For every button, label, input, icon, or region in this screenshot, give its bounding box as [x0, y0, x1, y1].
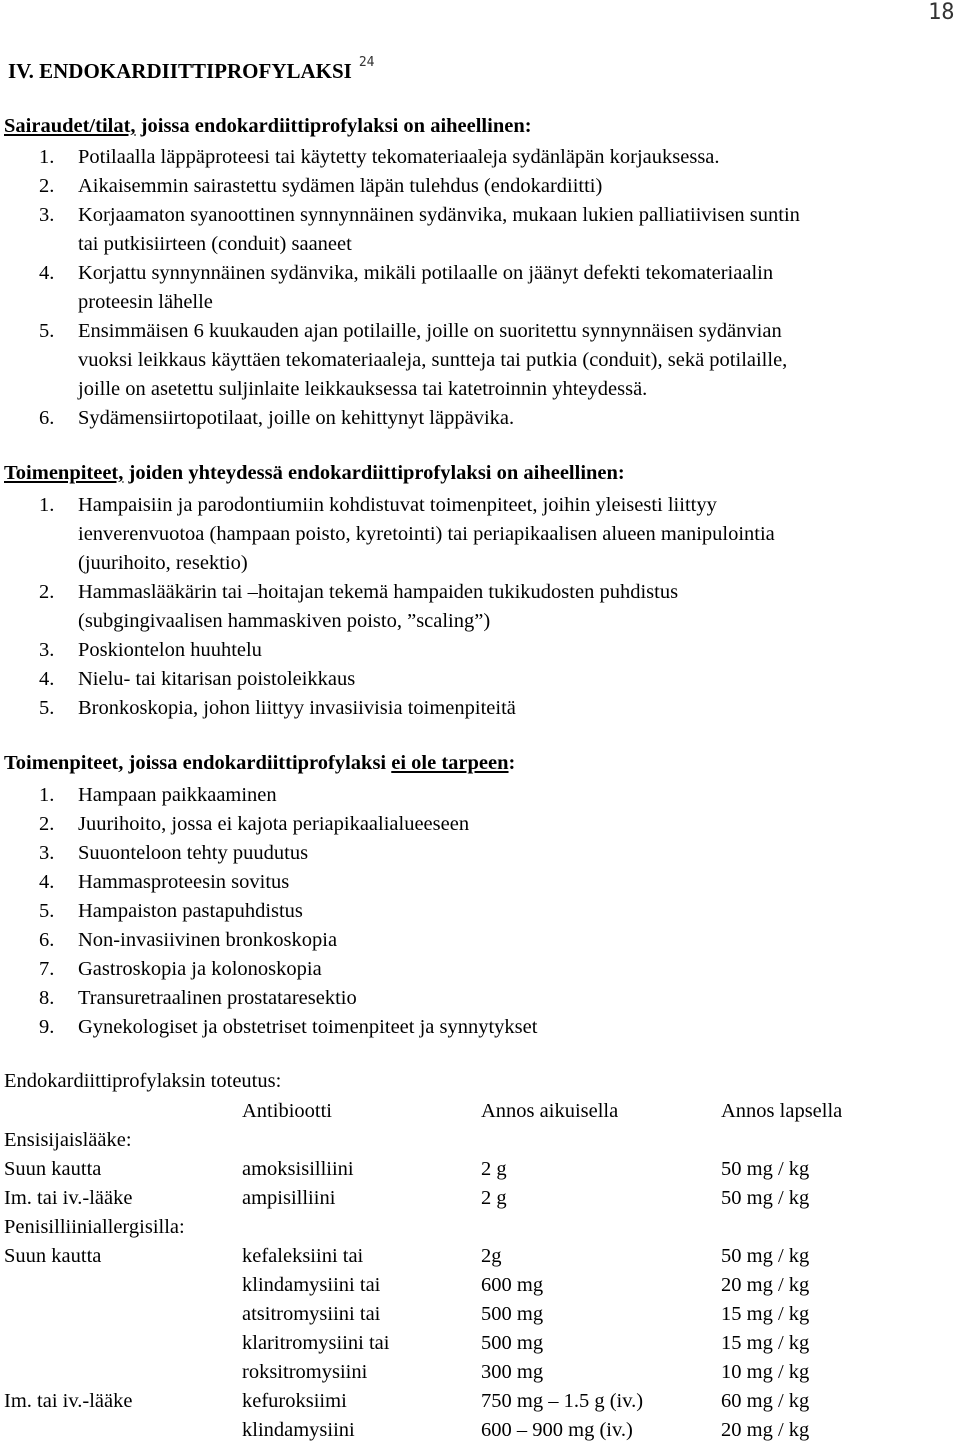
section1-heading-underlined: Sairaudet/tilat, — [4, 115, 136, 137]
list-item — [39, 636, 775, 665]
list-item-line: Nielu- tai kitarisan poistoleikkaus — [78, 668, 356, 690]
list-item — [39, 172, 800, 201]
list-item-number: 7. — [39, 958, 55, 980]
table-cell: 600 – 900 mg (iv.) — [481, 1419, 633, 1441]
table-cell: klindamysiini — [242, 1419, 355, 1441]
list-item-number: 9. — [39, 1016, 55, 1038]
table-cell: 600 mg — [481, 1274, 544, 1296]
section3-heading-underlined: ei ole tarpeen — [391, 752, 509, 774]
section3-heading — [4, 752, 515, 775]
list-item-number: 1. — [39, 784, 55, 806]
page-title — [8, 55, 375, 84]
list-item-number: 6. — [39, 407, 55, 429]
list-item — [39, 317, 800, 404]
list-item-line: Juurihoito, jossa ei kajota periapikaalialueeseen — [78, 813, 470, 835]
section2-list — [39, 491, 775, 723]
list-item — [39, 839, 537, 868]
list-item-line: joille on asetettu suljinlaite leikkauksessa tai katetroinnin yhteydessä. — [78, 378, 648, 400]
table-cell: 10 mg / kg — [721, 1361, 810, 1383]
list-item-number: 1. — [39, 494, 55, 516]
table-cell: 15 mg / kg — [721, 1303, 810, 1325]
list-item-line: Hampaiston pastapuhdistus — [78, 900, 303, 922]
table-cell: 50 mg / kg — [721, 1158, 810, 1180]
table-cell — [242, 1213, 481, 1242]
list-item — [39, 781, 537, 810]
section2-heading-underlined: Toimenpiteet, — [4, 462, 124, 484]
table-cell: 2 g — [481, 1187, 507, 1209]
list-item — [39, 1013, 537, 1042]
table-cell: amoksisilliini — [242, 1158, 354, 1180]
table-cell: kefaleksiini tai — [242, 1245, 364, 1267]
list-item — [39, 259, 800, 317]
list-item — [39, 404, 800, 433]
dosing-table — [4, 1097, 921, 1445]
section2-heading — [4, 462, 625, 485]
section1-heading-rest: joissa endokardiittiprofylaksi on aiheellinen: — [135, 115, 532, 137]
table-cell: Im. tai iv.-lääke — [4, 1187, 133, 1209]
table-row — [4, 1358, 921, 1387]
list-item-line: Gynekologiset ja obstetriset toimenpiteet ja synnytykset — [78, 1016, 538, 1038]
list-item-line: Potilaalla läppäproteesi tai käytetty tekomateriaaleja sydänläpän korjauksessa. — [78, 146, 720, 168]
table-row — [4, 1184, 921, 1213]
table-cell — [721, 1126, 921, 1155]
table-cell: Annos lapsella — [721, 1100, 843, 1122]
title-text: IV. ENDOKARDIITTIPROFYLAKSI — [8, 59, 352, 83]
table-cell: Antibiootti — [242, 1100, 332, 1122]
table-cell: 750 mg – 1.5 g (iv.) — [481, 1390, 644, 1412]
list-item-number: 2. — [39, 813, 55, 835]
list-item-number: 3. — [39, 842, 55, 864]
table-cell: 20 mg / kg — [721, 1419, 810, 1441]
page-number: 18 — [928, 0, 955, 25]
list-item-line: Transuretraalinen prostataresektio — [78, 987, 357, 1009]
list-item — [39, 984, 537, 1013]
list-item-number: 5. — [39, 320, 55, 342]
list-item-line: Hampaisiin ja parodontiumiin kohdistuvat toimenpiteet, joihin yleisesti liittyy — [78, 494, 717, 516]
table-cell: 2g — [481, 1245, 502, 1267]
table-row — [4, 1213, 921, 1242]
table-row — [4, 1155, 921, 1184]
list-item — [39, 694, 775, 723]
table-row — [4, 1387, 921, 1416]
table-row — [4, 1097, 921, 1126]
list-item-number: 6. — [39, 929, 55, 951]
list-item-number: 4. — [39, 262, 55, 284]
list-item-line: Bronkoskopia, johon liittyy invasiivisia toimenpiteitä — [78, 697, 516, 719]
table-cell: klindamysiini tai — [242, 1274, 381, 1296]
dosing-heading: Endokardiittiprofylaksin toteutus: — [4, 1070, 282, 1092]
list-item-line: Hammaslääkärin tai –hoitajan tekemä hampaiden tukikudosten puhdistus — [78, 581, 679, 603]
section3-heading-start: Toimenpiteet, joissa endokardiittiprofylaksi — [4, 752, 392, 774]
section2-heading-rest: joiden yhteydessä endokardiittiprofylaksi on aiheellinen: — [123, 462, 625, 484]
list-item-line: Suuonteloon tehty puudutus — [78, 842, 309, 864]
table-cell: roksitromysiini — [242, 1361, 368, 1383]
section3-list — [39, 781, 537, 1042]
list-item-line: vuoksi leikkaus käyttäen tekomateriaaleja, suntteja tai putkia (conduit), sekä potilaille, — [78, 349, 788, 371]
list-item — [39, 810, 537, 839]
list-item-number: 4. — [39, 668, 55, 690]
table-cell: 60 mg / kg — [721, 1390, 810, 1412]
table-cell — [242, 1126, 481, 1155]
table-cell — [481, 1126, 721, 1155]
list-item — [39, 955, 537, 984]
list-item-number: 8. — [39, 987, 55, 1009]
list-item-line: (subgingivaalisen hammaskiven poisto, ”scaling”) — [78, 610, 491, 632]
section3-heading-end: : — [508, 752, 516, 774]
table-cell: ampisilliini — [242, 1187, 336, 1209]
list-item-number: 5. — [39, 900, 55, 922]
table-cell: Suun kautta — [4, 1158, 102, 1180]
list-item — [39, 491, 775, 578]
list-item-line: Non-invasiivinen bronkoskopia — [78, 929, 338, 951]
table-cell: 2 g — [481, 1158, 507, 1180]
table-cell: 50 mg / kg — [721, 1187, 810, 1209]
table-cell — [4, 1300, 242, 1329]
table-row — [4, 1271, 921, 1300]
list-item-number: 1. — [39, 146, 55, 168]
list-item-line: Ensimmäisen 6 kuukauden ajan potilaille, joille on suoritettu synnynnäisen sydänvian — [78, 320, 782, 342]
list-item-line: Gastroskopia ja kolonoskopia — [78, 958, 322, 980]
table-cell: 20 mg / kg — [721, 1274, 810, 1296]
table-cell: Annos aikuisella — [481, 1100, 619, 1122]
list-item-number: 3. — [39, 639, 55, 661]
list-item — [39, 868, 537, 897]
table-cell: 300 mg — [481, 1361, 544, 1383]
table-cell: Im. tai iv.-lääke — [4, 1390, 133, 1412]
table-cell — [481, 1213, 721, 1242]
list-item-number: 3. — [39, 204, 55, 226]
table-cell: 15 mg / kg — [721, 1332, 810, 1354]
table-cell — [721, 1213, 921, 1242]
table-row — [4, 1242, 921, 1271]
list-item-number: 5. — [39, 697, 55, 719]
table-cell: Ensisijaislääke: — [4, 1129, 132, 1151]
table-cell: 500 mg — [481, 1303, 544, 1325]
table-cell — [4, 1097, 242, 1126]
table-cell — [4, 1416, 242, 1445]
list-item-line: Poskiontelon huuhtelu — [78, 639, 262, 661]
table-cell: atsitromysiini tai — [242, 1303, 381, 1325]
list-item-line: tai putkisiirteen (conduit) saaneet — [78, 233, 352, 255]
table-row — [4, 1416, 921, 1445]
table-row — [4, 1300, 921, 1329]
table-cell — [4, 1358, 242, 1387]
table-cell: klaritromysiini tai — [242, 1332, 390, 1354]
list-item-line: proteesin lähelle — [78, 291, 213, 313]
list-item-line: (juurihoito, resektio) — [78, 552, 248, 574]
list-item — [39, 926, 537, 955]
list-item-line: Korjattu synnynnäinen sydänvika, mikäli potilaalle on jäänyt defekti tekomateriaalin — [78, 262, 774, 284]
title-reference: 24 — [358, 55, 375, 70]
table-row — [4, 1126, 921, 1155]
list-item-number: 2. — [39, 175, 55, 197]
list-item-line: ienverenvuotoa (hampaan poisto, kyretointi) tai periapikaalisen alueen manipulointia — [78, 523, 775, 545]
list-item — [39, 201, 800, 259]
list-item-number: 4. — [39, 871, 55, 893]
section1-list — [39, 143, 800, 433]
list-item — [39, 897, 537, 926]
list-item-line: Hammasproteesin sovitus — [78, 871, 290, 893]
list-item — [39, 143, 800, 172]
table-cell: 50 mg / kg — [721, 1245, 810, 1267]
list-item-line: Aikaisemmin sairastettu sydämen läpän tulehdus (endokardiitti) — [78, 175, 603, 197]
table-cell: Suun kautta — [4, 1245, 102, 1267]
table-cell: 500 mg — [481, 1332, 544, 1354]
list-item — [39, 665, 775, 694]
section1-heading — [4, 115, 532, 138]
list-item-line: Korjaamaton syanoottinen synnynnäinen sydänvika, mukaan lukien palliatiivisen suntin — [78, 204, 800, 226]
table-cell: Penisilliiniallergisilla: — [4, 1216, 185, 1238]
list-item-line: Sydämensiirtopotilaat, joille on kehittynyt läppävika. — [78, 407, 515, 429]
list-item-number: 2. — [39, 581, 55, 603]
table-row — [4, 1329, 921, 1358]
list-item-line: Hampaan paikkaaminen — [78, 784, 277, 806]
list-item — [39, 578, 775, 636]
table-cell — [4, 1329, 242, 1358]
table-cell: kefuroksiimi — [242, 1390, 347, 1412]
table-cell — [4, 1271, 242, 1300]
